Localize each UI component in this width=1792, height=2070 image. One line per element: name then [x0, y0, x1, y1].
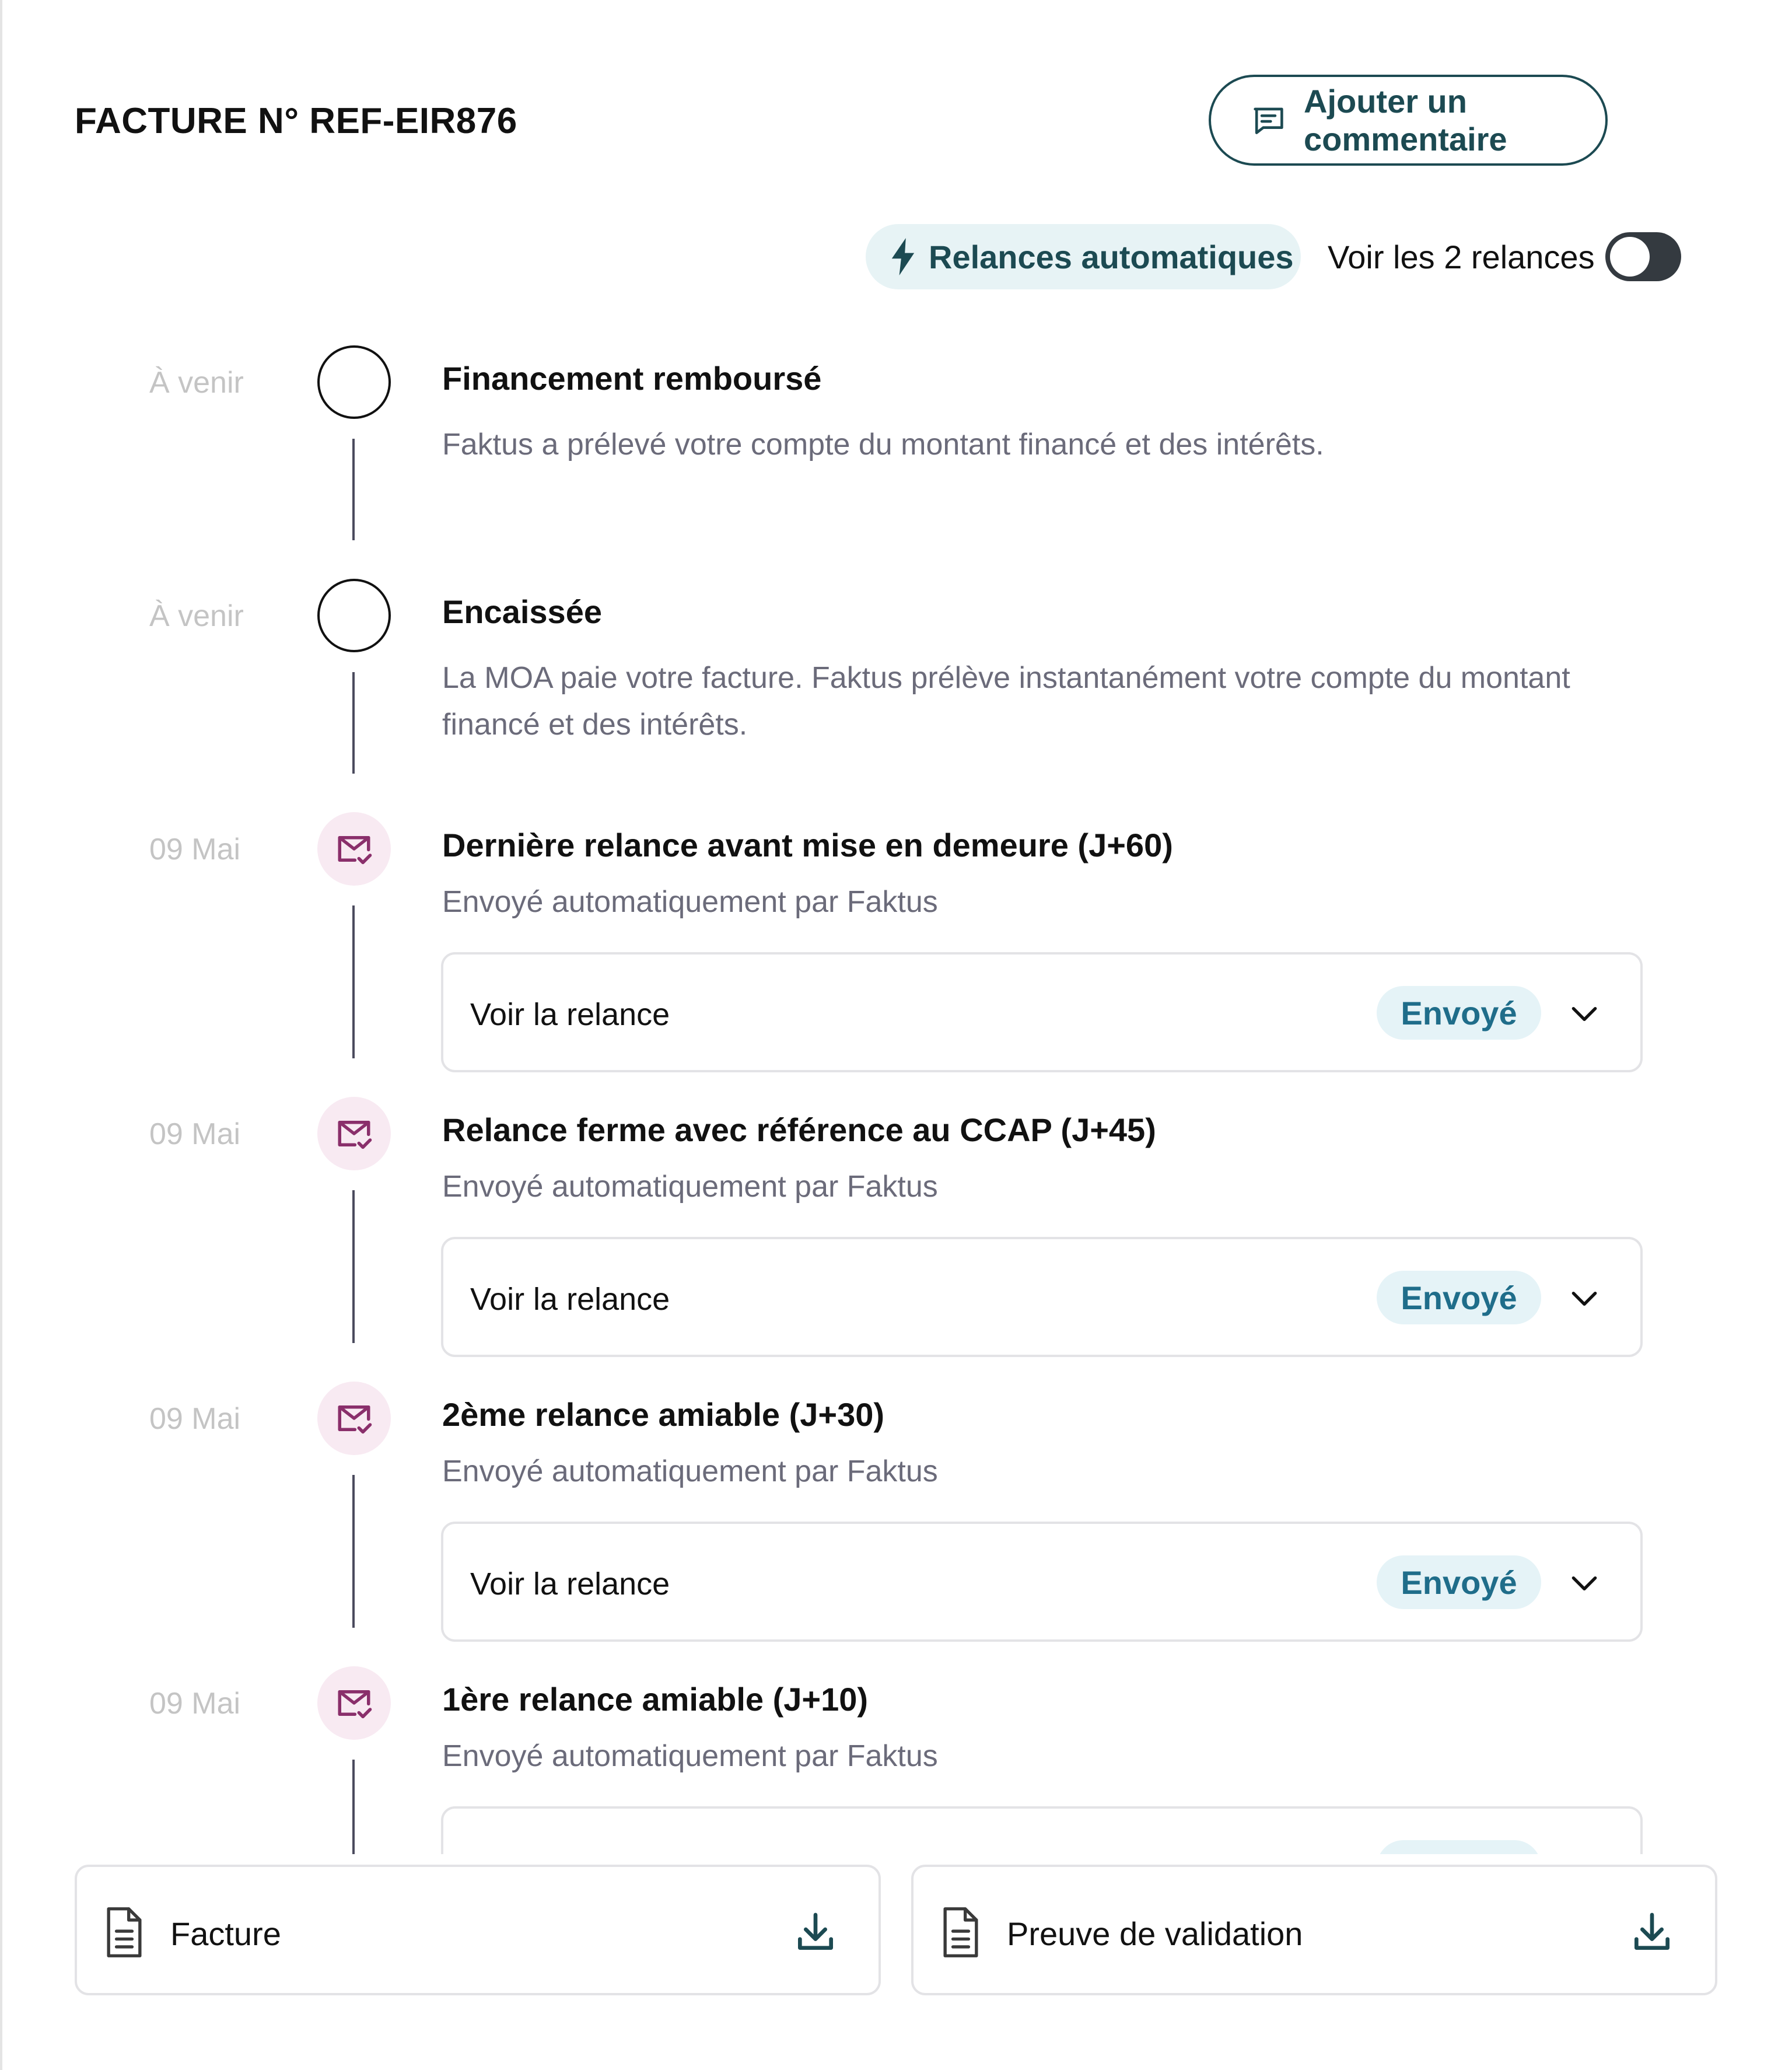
timeline-connector: [352, 1190, 355, 1343]
mail-sent-icon: [335, 830, 373, 868]
timeline-date: À venir: [149, 599, 244, 633]
timeline-mail-marker: [317, 812, 391, 886]
timeline-mail-marker: [317, 1097, 391, 1170]
timeline-subtitle: Envoyé automatiquement par Faktus: [442, 1454, 938, 1488]
mail-sent-icon: [335, 1684, 373, 1722]
show-reminders-label: Voir les 2 relances: [1328, 239, 1595, 275]
auto-reminders-label: Relances automatiques: [929, 238, 1294, 275]
reminder-card-label: Voir la relance: [470, 1567, 670, 1602]
timeline-date: À venir: [149, 366, 244, 400]
mail-sent-icon: [335, 1399, 373, 1438]
timeline-description: La MOA paie votre facture. Faktus prélève instantanément votre compte du montant financé et des intérêts.: [442, 661, 1570, 742]
timeline-title: Relance ferme avec référence au CCAP (J+45): [442, 1111, 1156, 1148]
download-icon[interactable]: [792, 1909, 839, 1956]
file-name: Preuve de validation: [1007, 1915, 1303, 1952]
validation-proof-file-card[interactable]: [911, 1865, 1717, 1995]
timeline-title: Encaissée: [442, 593, 602, 630]
timeline-connector: [352, 1475, 355, 1628]
pending-step-icon: [317, 579, 391, 652]
timeline-subtitle: Envoyé automatiquement par Faktus: [442, 885, 938, 919]
status-badge: Envoyé: [1377, 1271, 1541, 1324]
timeline-mail-marker: [317, 1666, 391, 1740]
reminder-card[interactable]: [441, 952, 1643, 1072]
download-icon[interactable]: [1629, 1909, 1675, 1956]
chevron-down-icon[interactable]: [1566, 1565, 1603, 1602]
timeline-date: 09 Mai: [149, 833, 241, 866]
document-icon: [936, 1905, 986, 1959]
timeline-description: Faktus a prélevé votre compte du montant financé et des intérêts.: [442, 428, 1324, 461]
invoice-file-card[interactable]: [75, 1865, 881, 1995]
timeline-subtitle: Envoyé automatiquement par Faktus: [442, 1170, 938, 1204]
reminder-card[interactable]: [441, 1237, 1643, 1357]
status-badge: Envoyé: [1377, 1555, 1541, 1609]
file-name: Facture: [170, 1915, 281, 1952]
status-badge: [1377, 1840, 1541, 1854]
timeline-title: 1ère relance amiable (J+10): [442, 1681, 869, 1718]
timeline-mail-marker: [317, 1382, 391, 1455]
timeline-connector: [352, 1760, 355, 1854]
timeline-title: 2ème relance amiable (J+30): [442, 1396, 885, 1433]
pending-step-icon: [317, 345, 391, 419]
reminder-card[interactable]: [441, 1806, 1643, 1854]
timeline-title: Financement remboursé: [442, 360, 822, 397]
timeline-title: Dernière relance avant mise en demeure (J+60): [442, 827, 1173, 863]
reminder-card-label: Voir la relance: [470, 997, 670, 1032]
page-title: FACTURE N° REF-EIR876: [75, 101, 517, 141]
reminder-card[interactable]: [441, 1522, 1643, 1642]
timeline-date: 09 Mai: [149, 1402, 241, 1436]
timeline-date: 09 Mai: [149, 1687, 241, 1721]
mail-sent-icon: [335, 1114, 373, 1153]
timeline-connector: [352, 905, 355, 1058]
reminder-card-label: Voir la relance: [470, 1282, 670, 1317]
timeline-subtitle: Envoyé automatiquement par Faktus: [442, 1739, 938, 1773]
chevron-down-icon[interactable]: [1566, 1280, 1603, 1317]
timeline-connector: [352, 672, 355, 774]
timeline-connector: [352, 439, 355, 540]
timeline-date: 09 Mai: [149, 1117, 241, 1151]
add-comment-label: Ajouter un commentaire: [1304, 83, 1507, 158]
document-icon: [99, 1905, 149, 1959]
chevron-down-icon[interactable]: [1566, 995, 1603, 1033]
status-badge: Envoyé: [1377, 986, 1541, 1040]
